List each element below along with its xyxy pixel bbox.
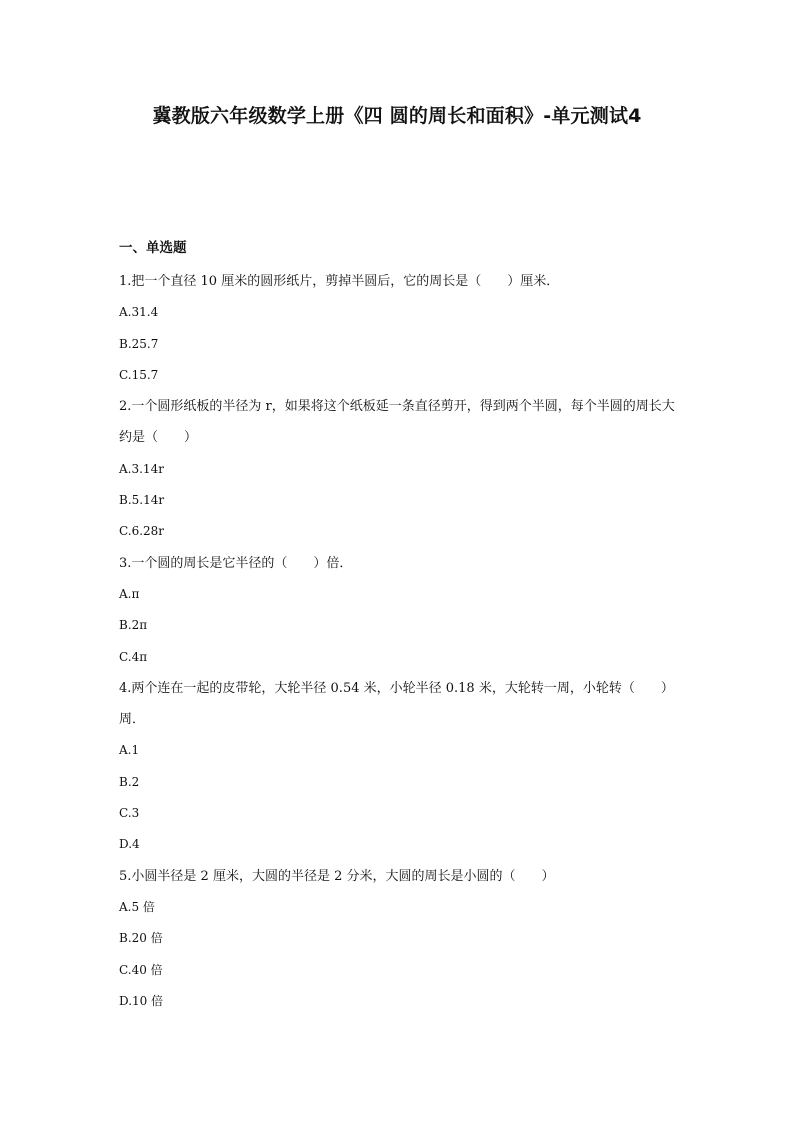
- option-a: A.1: [119, 743, 140, 758]
- question-4: [119, 673, 679, 861]
- question-stem: 5.小圆半径是 2 厘米，大圆的半径是 2 分米，大圆的周长是小圆的（ ）: [119, 868, 555, 884]
- option-d: D.10 倍: [119, 993, 164, 1008]
- option-a: A.3.14r: [119, 461, 164, 476]
- option-c: C.6.28r: [119, 524, 165, 539]
- option-a: A.π: [119, 586, 140, 601]
- option-b: B.5.14r: [119, 493, 165, 508]
- question-stem: 1.把一个直径 10 厘米的圆形纸片，剪掉半圆后，它的周长是（ ）厘米．: [119, 274, 560, 289]
- question-5: [119, 861, 679, 1017]
- question-1: [119, 266, 679, 391]
- option-b: B.2: [119, 774, 140, 789]
- option-c: C.3: [119, 806, 140, 821]
- option-c: C.4π: [119, 649, 148, 664]
- question-stem: 2.一个圆形纸板的半径为 r，如果将这个纸板延一条直径剪开，得到两个半圆，每个半圆的周长大约是（ ）: [119, 399, 675, 446]
- option-d: D.4: [119, 837, 140, 852]
- question-stem: 3.一个圆的周长是它半径的（ ）倍．: [119, 555, 353, 571]
- option-b: B.25.7: [119, 336, 159, 351]
- document-title: 冀教版六年级数学上册《四 圆的周长和面积》-单元测试4: [152, 105, 642, 127]
- question-2: [119, 391, 679, 547]
- question-stem: 4.两个连在一起的皮带轮，大轮半径 0.54 米，小轮半径 0.18 米，大轮转一周，小轮转（ ）周．: [119, 680, 674, 728]
- option-b: B.2π: [119, 618, 148, 633]
- question-list: [119, 266, 679, 1017]
- question-3: [119, 548, 679, 673]
- section-heading: 一、单选题: [119, 240, 187, 256]
- option-c: C.15.7: [119, 367, 159, 382]
- option-a: A.31.4: [119, 305, 159, 320]
- option-a: A.5 倍: [119, 899, 155, 914]
- option-c: C.40 倍: [119, 962, 163, 977]
- option-b: B.20 倍: [119, 931, 163, 946]
